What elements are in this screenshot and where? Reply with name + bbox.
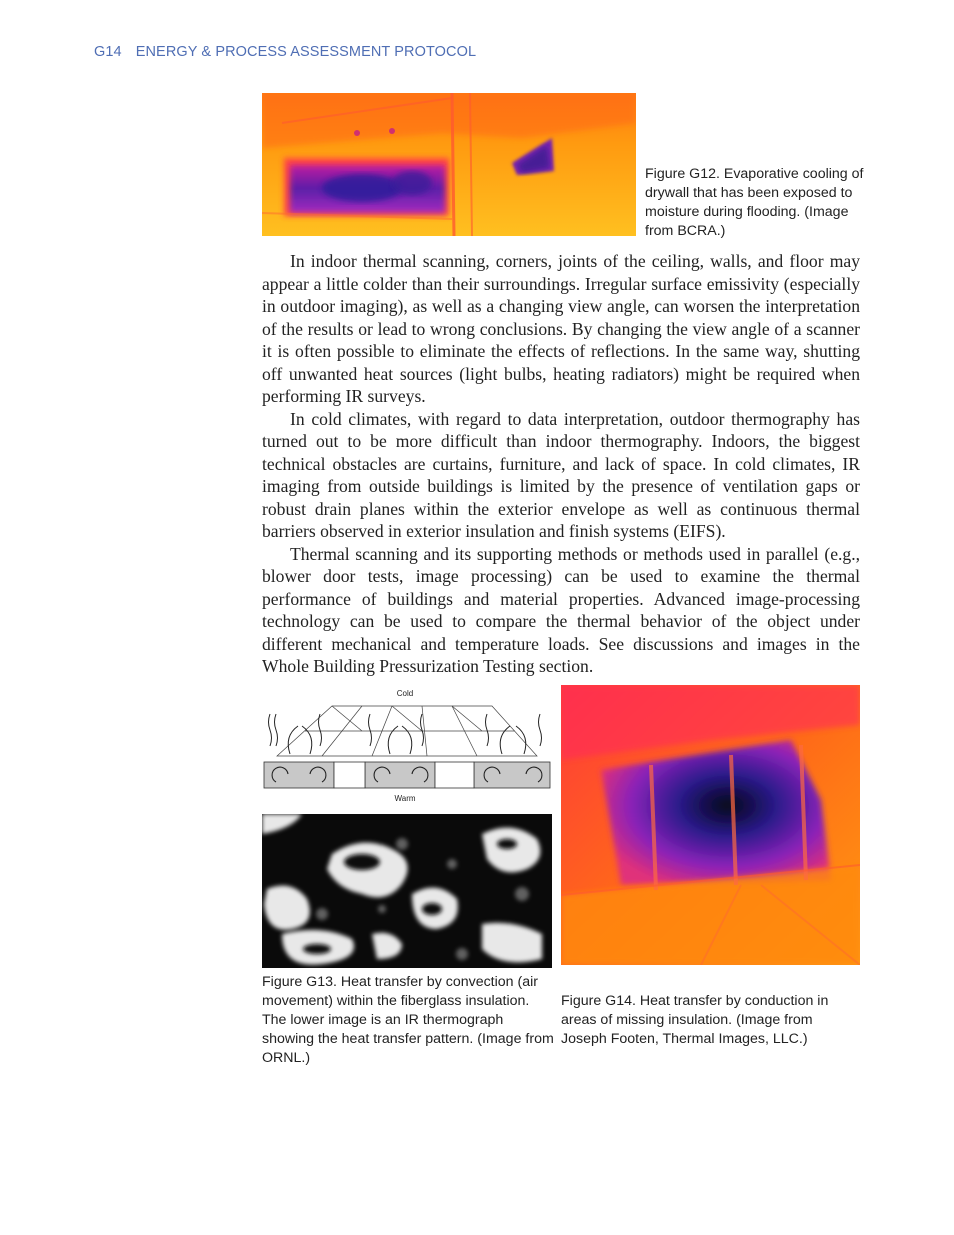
running-title: ENERGY & PROCESS ASSESSMENT PROTOCOL (135, 44, 477, 60)
paragraph: Thermal scanning and its supporting methods or methods used in parallel (e.g., blower door tests, image processing) can be used to examine the thermal performance of buildings and material properties. Advanced image-processing technology can be used to compare the thermal behavior of the object under different mechanical and temperature loads. See discussions and images in the Whole Building Pressurization Testing section. (262, 543, 860, 676)
figure-g12-caption: Figure G12. Evaporative cooling of drywall that has been exposed to moisture during flooding. (Image from BCRA.) (645, 166, 864, 239)
figure-g13-convection-diagram (262, 686, 552, 806)
figure-g13-ir-thermograph (262, 814, 552, 968)
diagram-cold-label: Cold (396, 689, 414, 698)
figure-g13-caption: Figure G13. Heat transfer by convection (air movement) within the fiberglass insulation. The lower image is an IR thermograph showing the heat transfer pattern. (Image from ORNL.) (262, 974, 554, 1066)
figure-g12-thermal-image (262, 93, 636, 236)
diagram-warm-label: Warm (394, 794, 416, 803)
page-number: G14 (94, 44, 122, 60)
paragraph: In indoor thermal scanning, corners, joints of the ceiling, walls, and floor may appear a little colder than their surroundings. Irregular surface emissivity (especially in outdoor imaging), as well as a changing view angle, can worsen the interpretation of the results or lead to wrong conclusions. By changing the view angle of a scanner it is often possible to eliminate the effects of reflections. In the same way, shutting off unwanted heat sources (light bulbs, heating radiators) might be required when performing IR surveys. (262, 251, 860, 406)
figure-g14-caption: Figure G14. Heat transfer by conduction in areas of missing insulation. (Image from Joseph Footen, Thermal Images, LLC.) (561, 993, 829, 1047)
figure-g14-thermal-image (561, 685, 860, 965)
running-header (94, 44, 476, 60)
body-text (262, 250, 860, 678)
paragraph: In cold climates, with regard to data interpretation, outdoor thermography has turned out to be more difficult than indoor thermography. Indoors, the biggest technical obstacles are curtains, furniture, and lack of space. In cold climates, IR imaging from outside buildings is limited by the presence of ventilation gaps or robust drain planes within the exterior envelope as well as continuous thermal barriers observed in exterior insulation and finish systems (EIFS). (262, 408, 860, 541)
